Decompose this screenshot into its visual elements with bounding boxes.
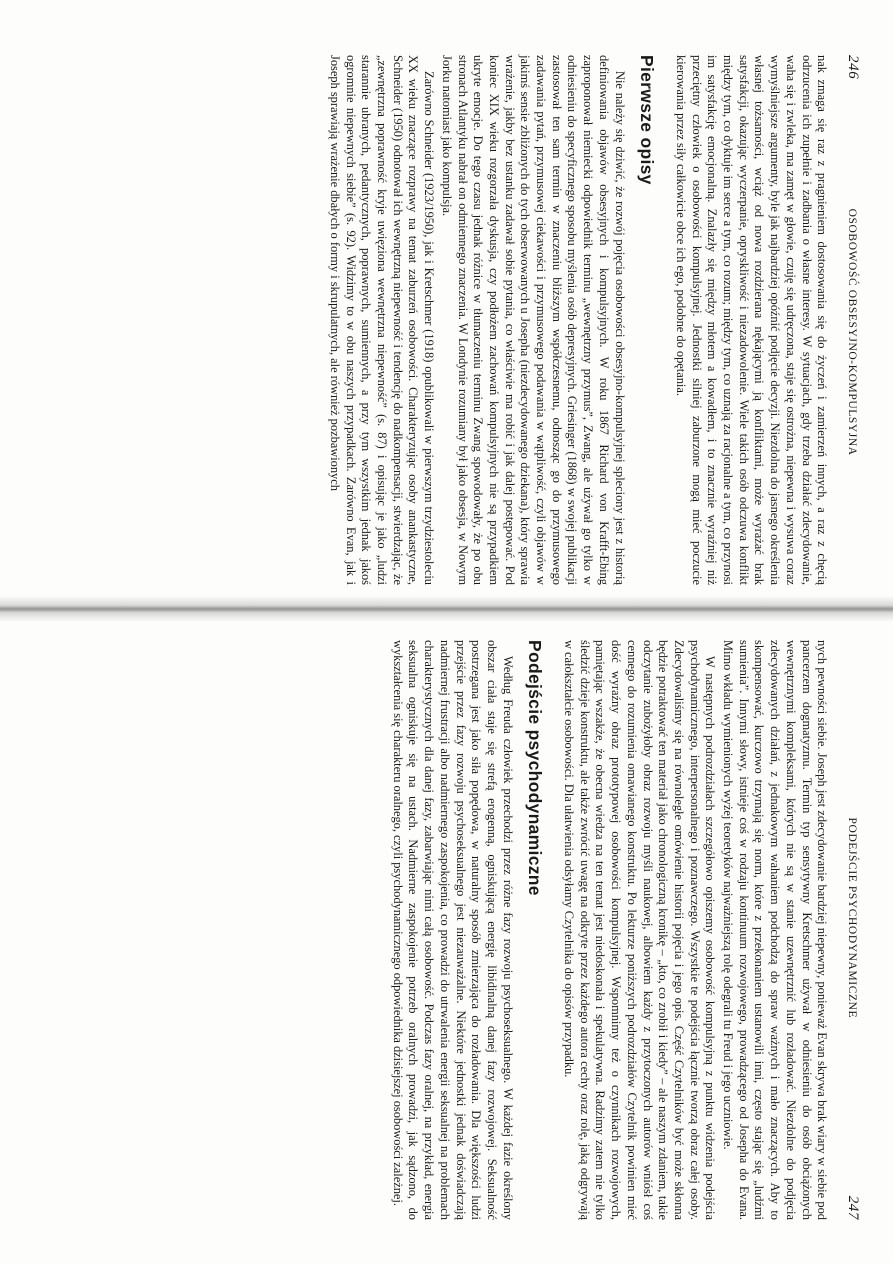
body-paragraph: Zarówno Schneider (1923/1950), jak i Kretschmer (1918) opublikowali w pierwszym trzydziestoleciu XX wieku znaczące rozprawy na temat zaburzeń osobowości. Charakteryzując osoby anankastyczne, Schneider (1950) odnotował ich wewnętrzną niepewność i tendencję do nadkompensacji, stwierdzając, że „zewnętrzna poprawność kryje uwięziona wewnętrzna niepewność” (s. 87) i opisując je jako „ludzi starannie ubranych, pedantycznych, poprawnych, sumiennych, a przy tym wszystkim jednak jakoś ogromnie niepewnych siebie” (s. 92). Widzimy to w obu naszych przypadkach. Zarówno Evan, jak i Joseph sprawiają wrażenie dbałych o formy i skrupulatnych, ale również pozbawionych <box>327 55 437 585</box>
running-head-title: OSOBOWOŚĆ OBSESYJNO-KOMPULSYJNA <box>846 208 858 456</box>
page-number: 247 <box>845 1195 861 1220</box>
body-paragraph: Nie należy się dziwić, że rozwój pojęcia osobowości obsesyjno-kompulsyjnej spleciony jest z historią definiowania objawów obsesyjnych i kompulsyjnych. W roku 1867 Richard von Krafft-Ebing zaproponował niemiecki odpowiednik terminu „wewnętrzny przymus”, Zwang, ale używał go tylko w odniesieniu do specyficznego sposobu myślenia osób depresyjnych. Griesinger (1868) w swojej publikacji zastosował ten sam termin w znaczeniu bliższym współczesnemu, odnosząc go do przymusowego zadawania pytań, przymusowej ciekawości i przymusowego podawania w wątpliwość, czyli objawów w jakimś sensie zbliżonych do tych obserwowanych u Josepha (niezdecydowanego dziekana), który sprawia wrażenie, jakby bez ustanku zadawał sobie pytania, co właściwie ma robić i jak dalej postępować. Pod koniec XIX wieku rozgorzała dyskusja, czy podłożem zachowań kompulsyjnych nie są przypadkiem ukryte emocje. Do tego czasu jednak różnice w tłumaczeniu terminu Zwang spowodowały, że po obu stronach Atlantyku nabrał on odmiennego znaczenia. W Londynie rozumiany był jako obsesja, w Nowym Jorku natomiast jako kompulsja. <box>439 55 627 585</box>
right-page <box>30 640 860 1220</box>
running-head <box>843 640 860 1220</box>
book-spine-shadow <box>0 596 893 622</box>
page-number: 246 <box>845 55 861 80</box>
running-head <box>843 55 860 585</box>
running-head-title: PODEJŚCIE PSYCHODYNAMICZNE <box>846 817 858 1019</box>
body-paragraph: nych pewności siebie. Joseph jest zdecydowanie bardziej niepewny, ponieważ Evan skrywa brak wiary w siebie pod pancerzem dogmatyzmu. Termin typ sensytywny Kretschmer używał w odniesieniu do osób obciążonych wewnętrznymi kompleksami, których nie są w stanie uzewnętrznić lub rozładować. Niezdolne do podjęcia zdecydowanych działań, z jednakowym wahaniem podchodzą do spraw ważnych i mało znaczących. Aby to skompensować, kurczowo trzymają się norm, które z przekonaniem ustanowili inni, często stając się „ludźmi sumienia”. Innymi słowy, istnieje coś w rodzaju kontinuum rozwojowego, prowadzącego od Josepha do Evana. Mimo wkładu wymienionych wyżej teoretyków najważniejszą rolę odegrali tu Freud i jego uczniowie. <box>721 640 830 1220</box>
body-paragraph: Według Freuda człowiek przechodzi przez różne fazy rozwoju psychoseksualnego. W każdej fazie określony obszar ciała staje się strefą erogenną, ogniskującą energię libidinalną danej fazy rozwojowej. Seksualność postrzegana jest jako siła popędowa, w naturalny sposób zmierzająca do rozładowania. Dla większości ludzi przejście przez fazy rozwoju psychoseksualnego jest niezauważalne. Niektóre jednostki jednak doświadczają nadmiernej frustracji albo nadmiernego zaspokojenia, co prowadzi do utrwalenia energii seksualnej na problemach charakterystycznych dla danej fazy, zabarwiając nimi całą osobowość. Podczas fazy oralnej, na przykład, energia seksualna ogniskuje się na ustach. Nadmierne zaspokojenie potrzeb oralnych prowadzi, jak sądzono, do wykształcenia się charakteru oralnego, czyli psychodynamicznego odpowiednika dzisiejszej osobowości zależnej. <box>390 640 515 1220</box>
section-heading: Pierwsze opisy <box>637 55 658 185</box>
left-page <box>30 55 860 585</box>
section-heading: Podejście psychodynamiczne <box>525 640 546 896</box>
body-paragraph: W następnych podrozdziałach szczegółowo opiszemy osobowość kompulsyjną z punktu widzenia podejścia psychodynamicznego, interpersonalnego i poznawczego. Wszystkie te podejścia łącznie tworzą obraz całej osoby. Zdecydowaliśmy się na równoległe omówienie historii pojęcia i jego opis. Część Czytelników być może skłonna będzie potraktować ten materiał jako chronologiczną kronikę – „kto, co zrobił i kiedy” – ale naszym zdaniem, takie odczytanie zubożyłoby obraz rozwoju myśli naukowej, albowiem każdy z przytoczonych autorów wniósł coś cennego do rozumienia omawianego konstruktu. Po lekturze poniższych podrozdziałów Czytelnik powinien mieć dość wyraźny obraz prototypowej osobowości kompulsyjnej. Wspomnimy też o czynnikach rozwojowych, pamiętając wszakże, że obecna wiedza na ten temat jest niedoskonała i spekulatywna. Radzimy zatem nie tylko śledzić dzieje konstruktu, ale także zwrócić uwagę na odkryte przez każdego autora cechy oraz rolę, jaką odgrywają w całokształcie osobowości. Dla ułatwienia odsyłamy Czytelnika do opisów przypadku. <box>562 640 718 1220</box>
body-paragraph: nak zmaga się raz z pragnieniem dostosowania się do życzeń i zamierzeń innych, a raz z chęcią odrzucenia ich zupełnie i zadbania o własne interesy. W sytuacjach, gdy trzeba działać zdecydowanie, waha się i zwleka, ma zamęt w głowie, czuję się udręczona, staje się ostrożna, niepewna i wysuwa coraz wymyślniejsze argumenty, byle jak najbardziej opóźnić podjęcie decyzji. Niezdolna do jasnego określenia własnej tożsamości, wciąż od nowa rozdzierana nękającymi ją konfliktami, może wyrażać brak satysfakcji, okazując wyczerpanie, opryskliwość i niezadowolenie. Wiele takich osób odczuwa konflikt między tym, co dyktuje im serce a tym, co rozum; między tym, co uznają za racjonalne a tym, co przynosi im satysfakcję emocjonalną. Znalazły się między młotem a kowadłem, i to znacznie wyraźniej niż przeciętny człowiek o osobowości kompulsyjnej. Jednostki silniej zaburzone mogą mieć poczucie kierowania przez siły całkowicie obce ich ego, podobne do opętania. <box>673 55 830 585</box>
